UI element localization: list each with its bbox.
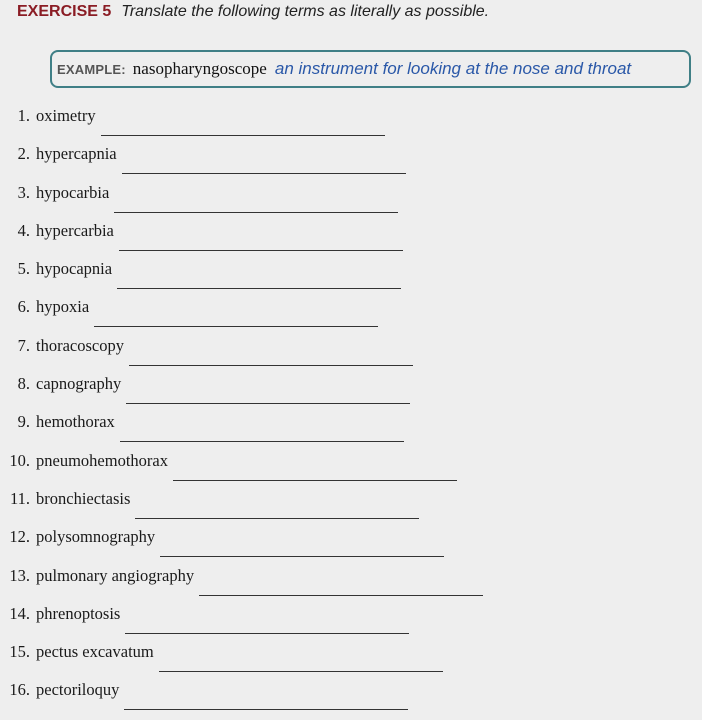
item-number: 3. [17,182,30,202]
item-term: capnography [36,374,122,394]
exercise-item [0,525,702,563]
item-term: hypocarbia [36,182,110,202]
item-number: 9. [17,412,30,432]
answer-blank-line[interactable] [173,480,457,481]
answer-blank-line[interactable] [129,365,413,366]
exercise-item [0,564,702,602]
answer-blank-line[interactable] [124,709,408,710]
answer-blank-line[interactable] [126,403,410,404]
exercise-header [17,3,489,21]
exercise-item [0,142,702,180]
answer-blank-line[interactable] [114,212,398,213]
exercise-item [0,257,702,295]
answer-blank-line[interactable] [101,135,385,136]
item-number: 14. [9,603,30,623]
item-number: 2. [17,144,30,164]
item-number: 10. [9,450,30,470]
item-term: pectus excavatum [36,642,154,662]
item-number: 13. [9,565,30,585]
answer-blank-line[interactable] [125,633,409,634]
answer-blank-line[interactable] [135,518,419,519]
exercise-label: EXERCISE 5 [17,3,112,20]
exercise-item [0,449,702,487]
item-term: hypoxia [36,297,90,317]
answer-blank-line[interactable] [120,441,404,442]
item-number: 4. [17,220,30,240]
exercise-item [0,410,702,448]
exercise-item [0,181,702,219]
answer-blank-line[interactable] [160,556,444,557]
answer-blank-line[interactable] [94,326,378,327]
item-term: hypocapnia [36,259,113,279]
answer-blank-line[interactable] [117,288,401,289]
item-number: 5. [17,259,30,279]
exercise-item [0,295,702,333]
exercise-item [0,640,702,678]
example-term: nasopharyngoscope [132,59,267,78]
item-term: polysomnography [36,527,156,547]
item-term: phrenoptosis [36,603,121,623]
exercise-item [0,104,702,142]
item-number: 16. [9,680,30,700]
item-number: 6. [17,297,30,317]
exercise-item [0,602,702,640]
item-term: bronchiectasis [36,488,131,508]
item-term: pulmonary angiography [36,565,195,585]
exercise-item [0,219,702,257]
item-number: 11. [9,488,30,508]
example-box [50,50,691,88]
item-term: hypercapnia [36,144,117,164]
item-term: oximetry [36,106,96,125]
item-number: 12. [9,527,30,547]
answer-blank-line[interactable] [119,250,403,251]
item-term: pectoriloquy [36,680,120,700]
item-term: hemothorax [36,412,115,432]
answer-blank-line[interactable] [122,173,406,174]
item-number: 8. [17,374,30,394]
example-answer: an instrument for looking at the nose and throat [274,59,632,78]
exercise-item [0,487,702,525]
exercise-item-list [0,104,702,717]
item-number: 15. [9,642,30,662]
item-term: thoracoscopy [36,335,124,355]
exercise-item [0,334,702,372]
item-term: pneumohemothorax [36,450,168,470]
answer-blank-line[interactable] [199,595,483,596]
exercise-instructions: Translate the following terms as literally as possible. [121,3,490,20]
item-number: 7. [17,335,30,355]
exercise-item [0,372,702,410]
item-number: 1. [17,106,30,125]
answer-blank-line[interactable] [159,671,443,672]
example-label: EXAMPLE: [57,61,126,77]
exercise-item [0,678,702,716]
item-term: hypercarbia [36,220,114,240]
